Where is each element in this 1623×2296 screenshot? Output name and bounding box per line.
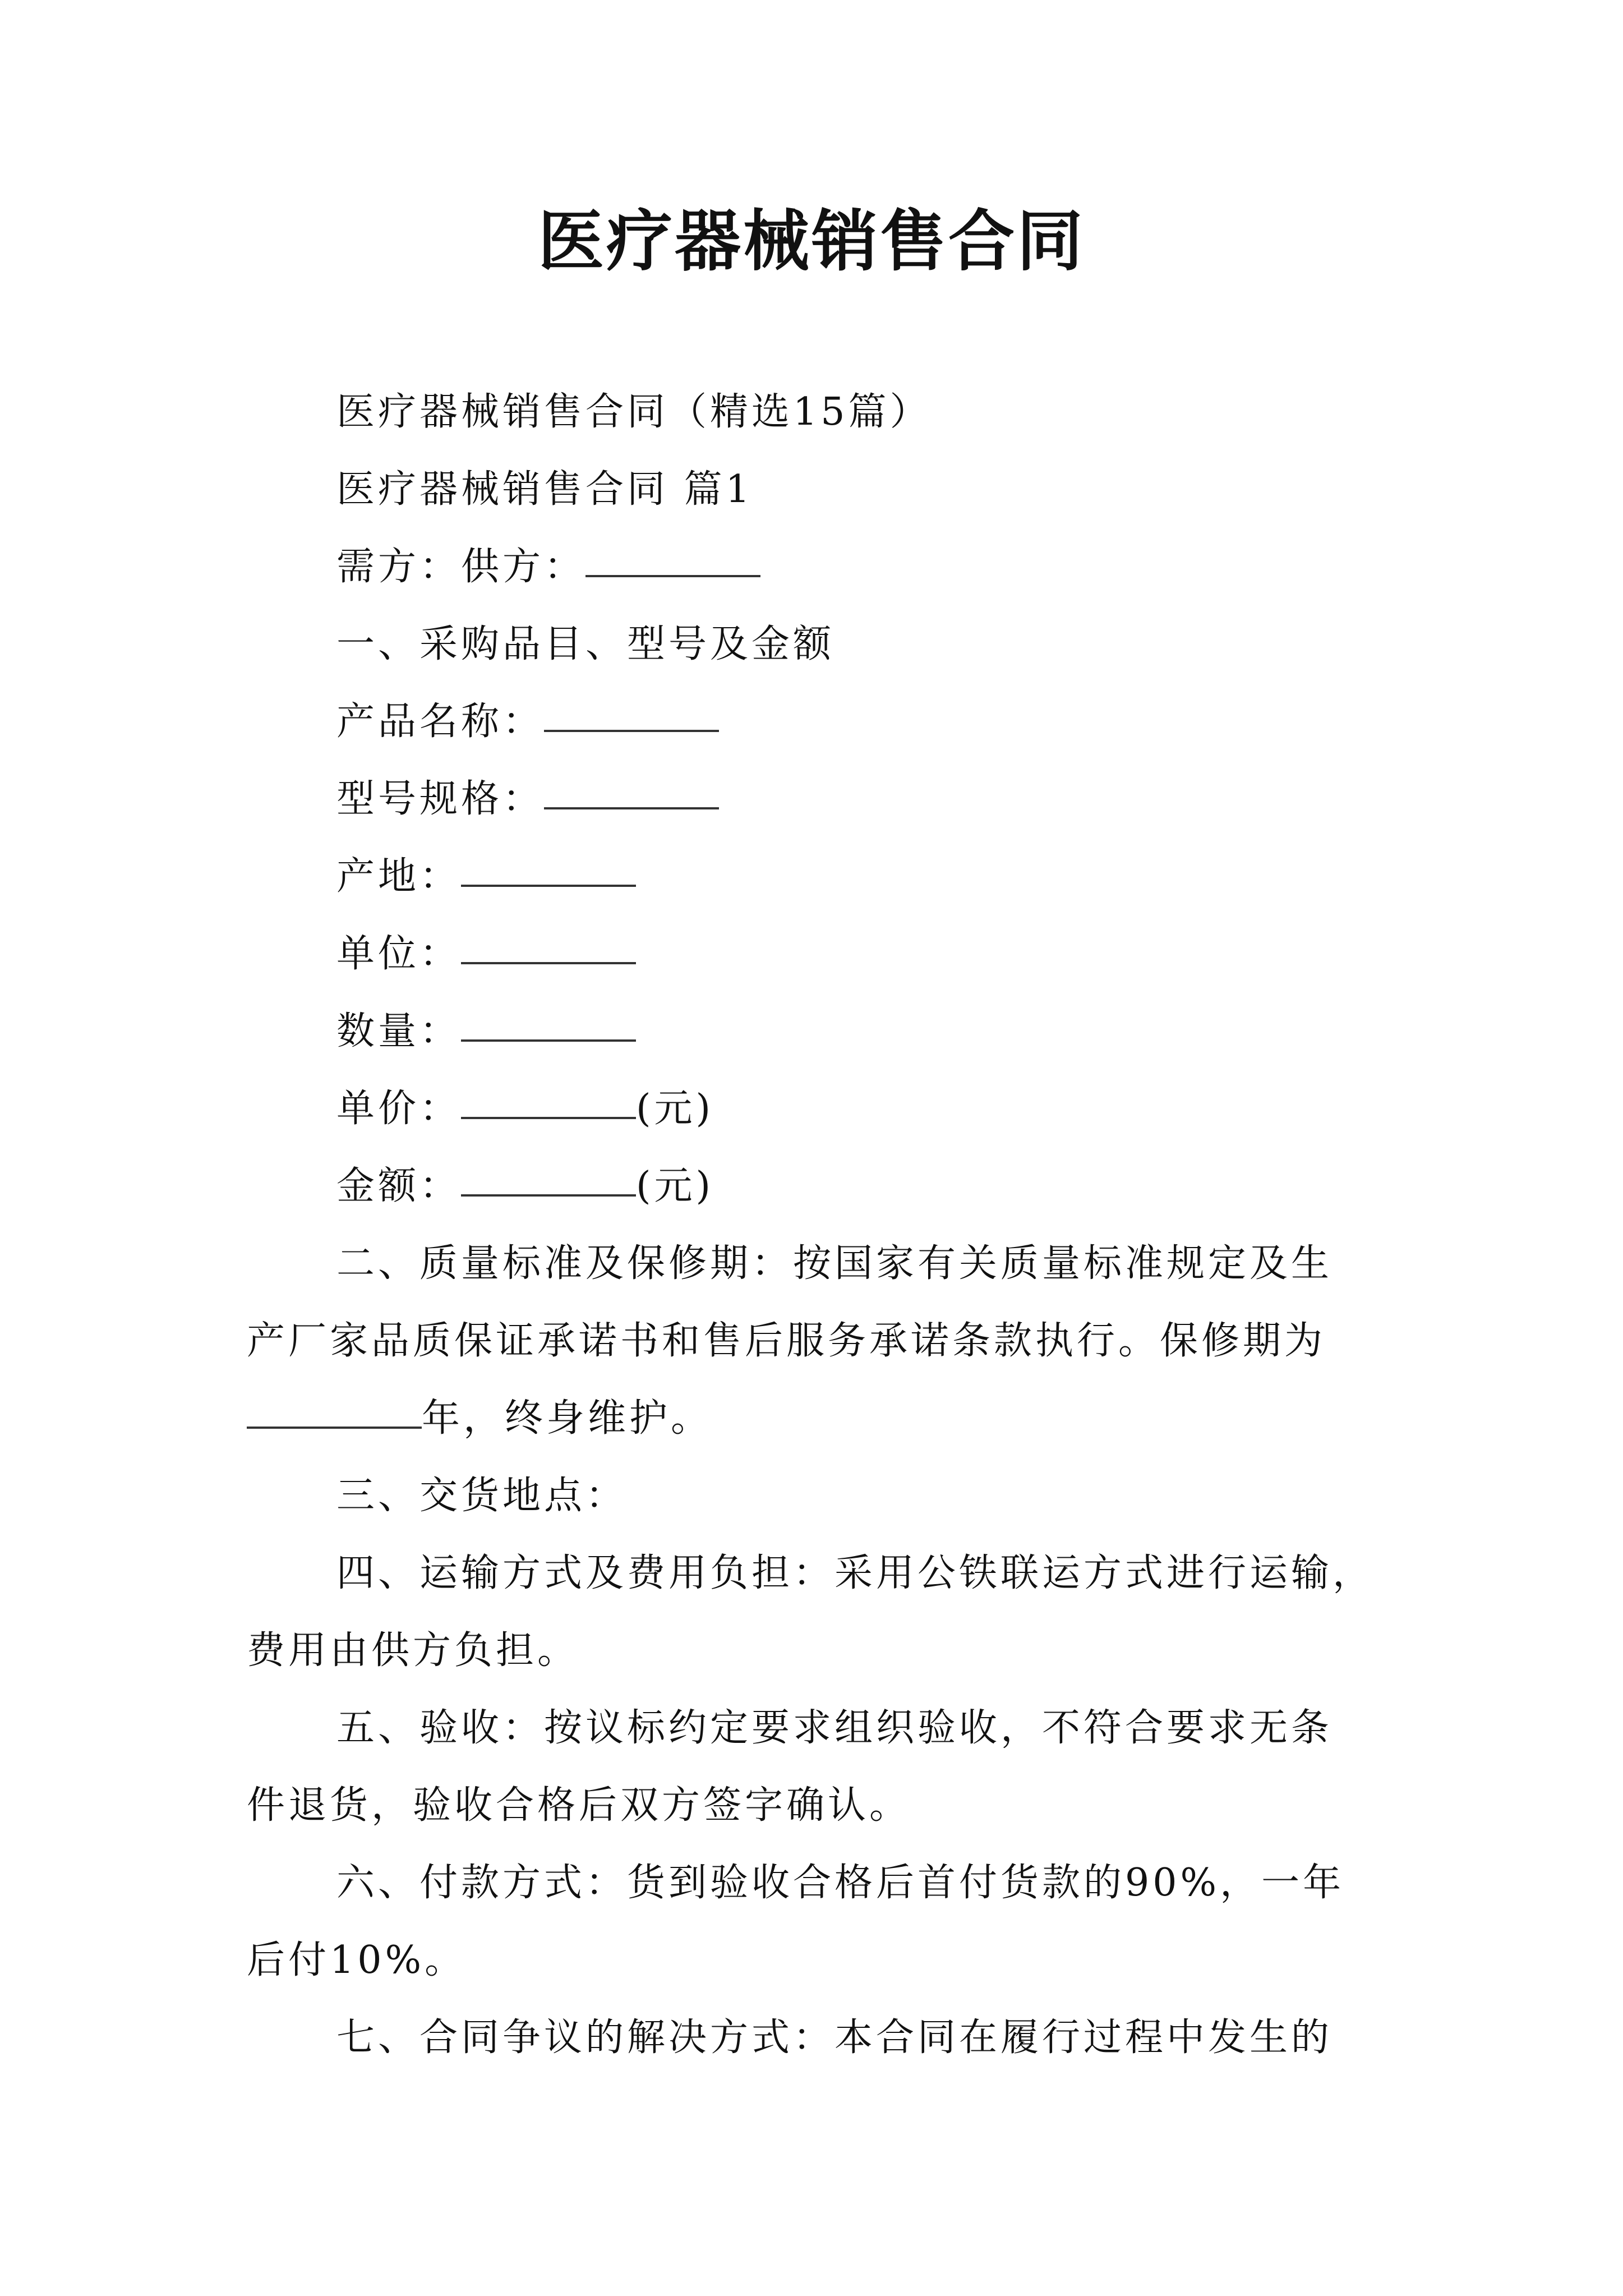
- field-amount: [336, 1161, 714, 1212]
- blank-line: [247, 1427, 422, 1429]
- blank-line: [461, 1039, 636, 1042]
- blank-line: [544, 730, 719, 732]
- field-origin: [336, 852, 636, 902]
- blank-line: [461, 1194, 636, 1197]
- field-label: 单价：: [336, 1087, 462, 1131]
- blank-line: [544, 807, 719, 809]
- field-label: 金额：: [336, 1164, 462, 1208]
- blank-line: [461, 962, 636, 964]
- clause-5-line-2: 件退货，验收合格后双方签字确认。: [247, 1783, 911, 1828]
- clause-5-line-1: 五、验收：按议标约定要求组织验收，不符合要求无条: [336, 1706, 1333, 1750]
- field-quantity: [336, 1006, 636, 1057]
- parties-label: 需方：供方：: [336, 545, 586, 589]
- field-unit-price: [336, 1084, 714, 1134]
- field-model-spec: [336, 774, 719, 825]
- field-product-name: [336, 697, 719, 747]
- clause-1-heading: 一、采购品目、型号及金额: [336, 622, 835, 666]
- blank-line: [461, 885, 636, 887]
- clause-2-line-3-text: 年，终身维护。: [422, 1396, 713, 1441]
- clause-2-line-2: 产厂家品质保证承诺书和售后服务承诺条款执行。保修期为: [247, 1319, 1326, 1363]
- clause-3: 三、交货地点：: [336, 1474, 628, 1518]
- clause-2-line-3: [247, 1393, 712, 1444]
- document-title: 医疗器械销售合同: [537, 202, 1085, 280]
- field-label: 产地：: [336, 854, 462, 899]
- field-label: 数量：: [336, 1009, 462, 1053]
- clause-2-line-1: 二、质量标准及保修期：按国家有关质量标准规定及生: [336, 1241, 1333, 1286]
- currency-unit: (元): [636, 1087, 714, 1131]
- field-label: 单位：: [336, 932, 462, 976]
- blank-line: [585, 575, 760, 577]
- document-subtitle: 医疗器械销售合同（精选15篇）: [336, 390, 932, 434]
- field-unit: [336, 929, 636, 979]
- field-label: 产品名称：: [336, 700, 545, 744]
- clause-6-line-1: 六、付款方式：货到验收合格后首付货款的90%，一年: [336, 1861, 1345, 1905]
- section-heading: 医疗器械销售合同 篇1: [336, 467, 753, 512]
- currency-unit: (元): [636, 1164, 714, 1208]
- clause-4-line-1: 四、运输方式及费用负担：采用公铁联运方式进行运输，: [336, 1551, 1375, 1595]
- field-label: 型号规格：: [336, 777, 545, 821]
- clause-7-line-1: 七、合同争议的解决方式：本合同在履行过程中发生的: [336, 2016, 1333, 2060]
- blank-line: [461, 1117, 636, 1119]
- clause-6-line-2: 后付10%。: [247, 1938, 467, 1982]
- parties-line: [336, 542, 760, 592]
- clause-4-line-2: 费用由供方负担。: [247, 1628, 579, 1673]
